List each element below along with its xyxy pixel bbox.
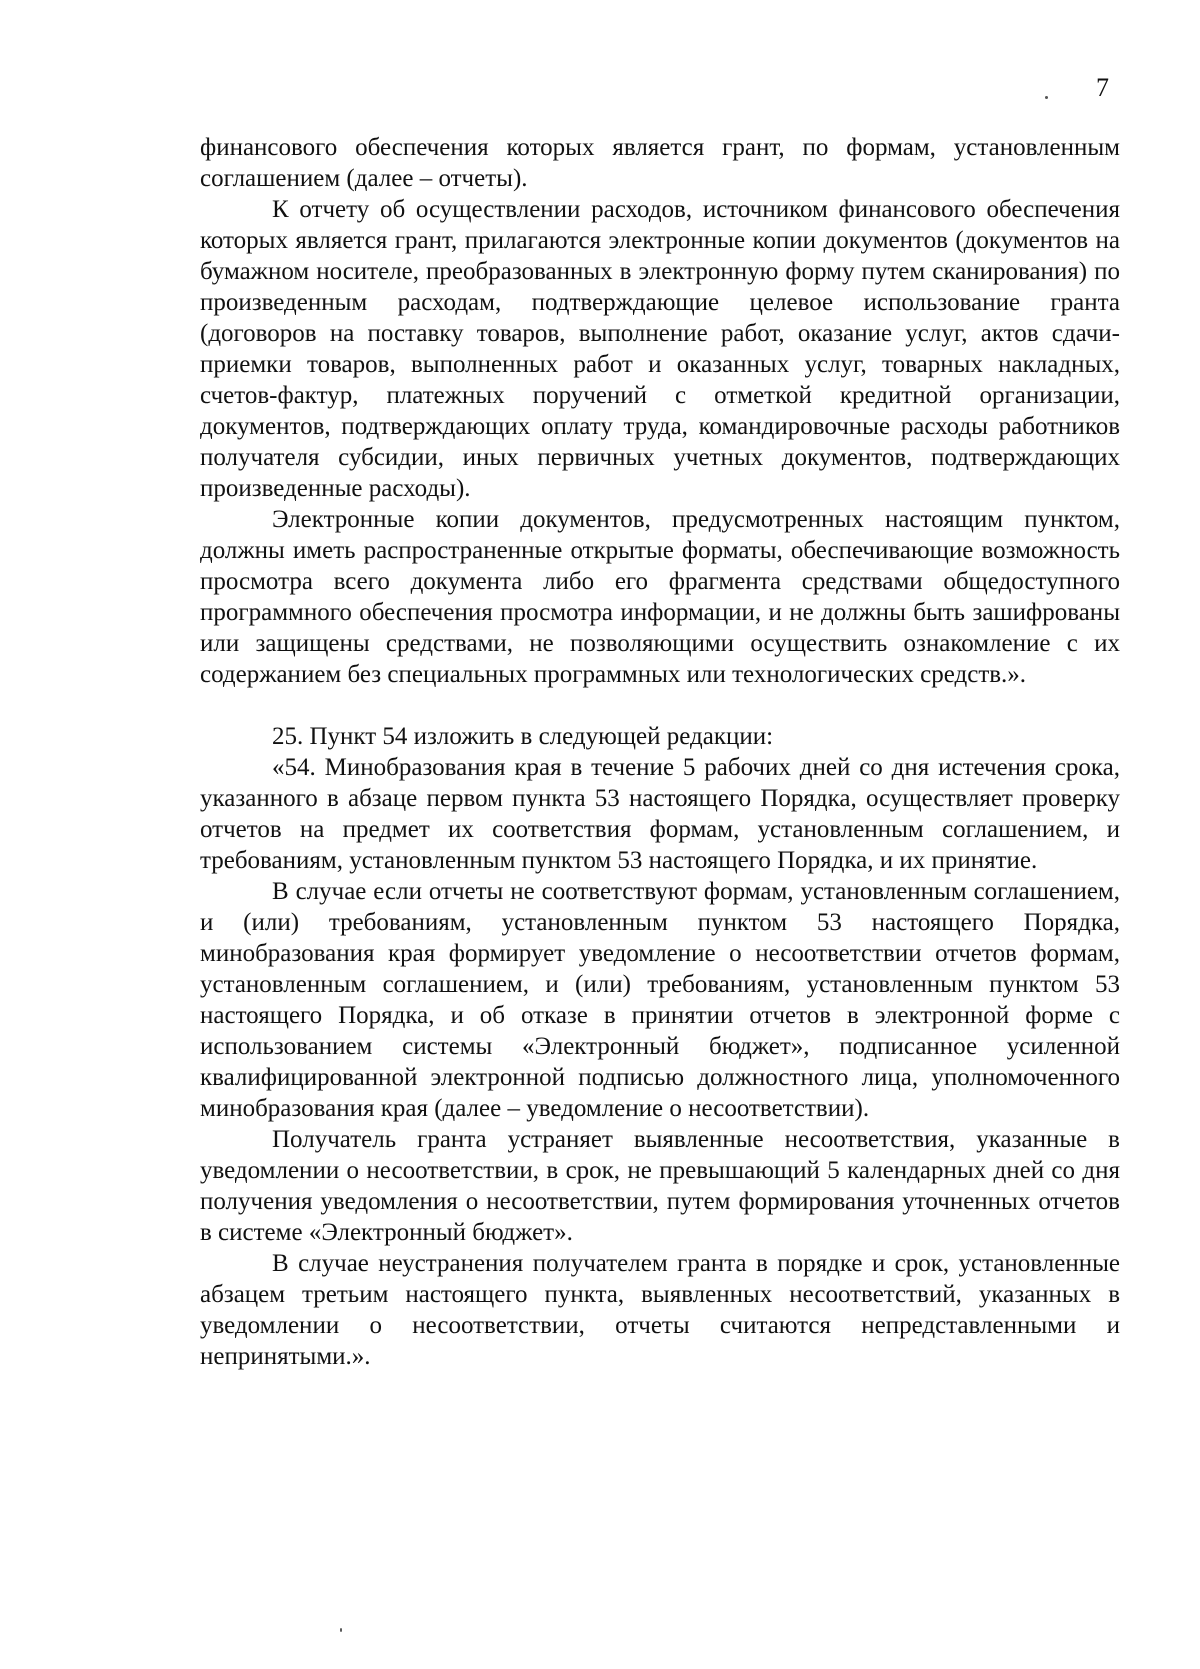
scan-speck <box>1045 96 1048 99</box>
paragraph-electronic-copies-formats: Электронные копии документов, предусмотренных настоящим пунктом, должны иметь распространенные открытые форматы, обеспечивающие возможность просмотра всего документа либо его фрагмента средствами общедоступного программного обеспечения просмотра информации, и не должны быть зашифрованы или защищены средствами, не позволяющими осуществить ознакомление с их содержанием без специальных программных или технологических средств.». <box>200 506 1120 688</box>
page-number: 7 <box>1096 73 1109 102</box>
paragraph-expense-report-attachments: К отчету об осуществлении расходов, источником финансового обеспечения которых является грант, прилагаются электронные копии документов (документов на бумажном носителе, преобразованных в электронную форму путем сканирования) по произведенным расходам, подтверждающие целевое использование гранта (договоров на поставку товаров, выполнение работ, оказание услуг, актов сдачи-приемки товаров, выполненных работ и оказанных услуг, товарных накладных, счетов-фактур, платежных поручений с отметкой кредитной организации, документов, подтверждающих оплату труда, командировочные расходы работников получателя субсидии, иных первичных учетных документов, подтверждающих произведенные расходы). <box>200 196 1120 502</box>
paragraph-item-54-verification: «54. Минобразования края в течение 5 рабочих дней со дня истечения срока, указанного в абзаце первом пункта 53 настоящего Порядка, осуществляет проверку отчетов на предмет их соответствия формам, установленным соглашением, и требованиям, установленным пунктом 53 настоящего Порядка, и их принятие. <box>200 754 1120 874</box>
paragraph-item-25-heading: 25. Пункт 54 изложить в следующей редакции: <box>272 723 774 750</box>
scan-speck <box>340 1628 342 1632</box>
paragraph-reports-forms: финансового обеспечения которых является грант, по формам, установленным соглашением (далее – отчеты). <box>200 134 1120 192</box>
paragraph-grantee-corrections: Получатель гранта устраняет выявленные несоответствия, указанные в уведомлении о несоответствии, в срок, не превышающий 5 календарных дней со дня получения уведомления о несоответствии, путем формирования уточненных отчетов в системе «Электронный бюджет». <box>200 1126 1120 1246</box>
paragraph-nonconformity-notice: В случае если отчеты не соответствуют формам, установленным соглашением, и (или) требованиям, установленным пунктом 53 настоящего Порядка, минобразования края формирует уведомление о несоответствии отчетов формам, установленным соглашением, и (или) требованиям, установленным пунктом 53 настоящего Порядка, и об отказе в принятии отчетов в электронной форме с использованием системы «Электронный бюджет», подписанное усиленной квалифицированной электронной подписью должностного лица, уполномоченного минобразования края (далее – уведомление о несоответствии). <box>200 878 1120 1122</box>
document-body <box>200 132 1120 1372</box>
paragraph-reports-not-accepted: В случае неустранения получателем гранта в порядке и срок, установленные абзацем третьим настоящего пункта, выявленных несоответствий, указанных в уведомлении о несоответствии, отчеты считаются непредставленными и непринятыми.». <box>200 1250 1120 1370</box>
